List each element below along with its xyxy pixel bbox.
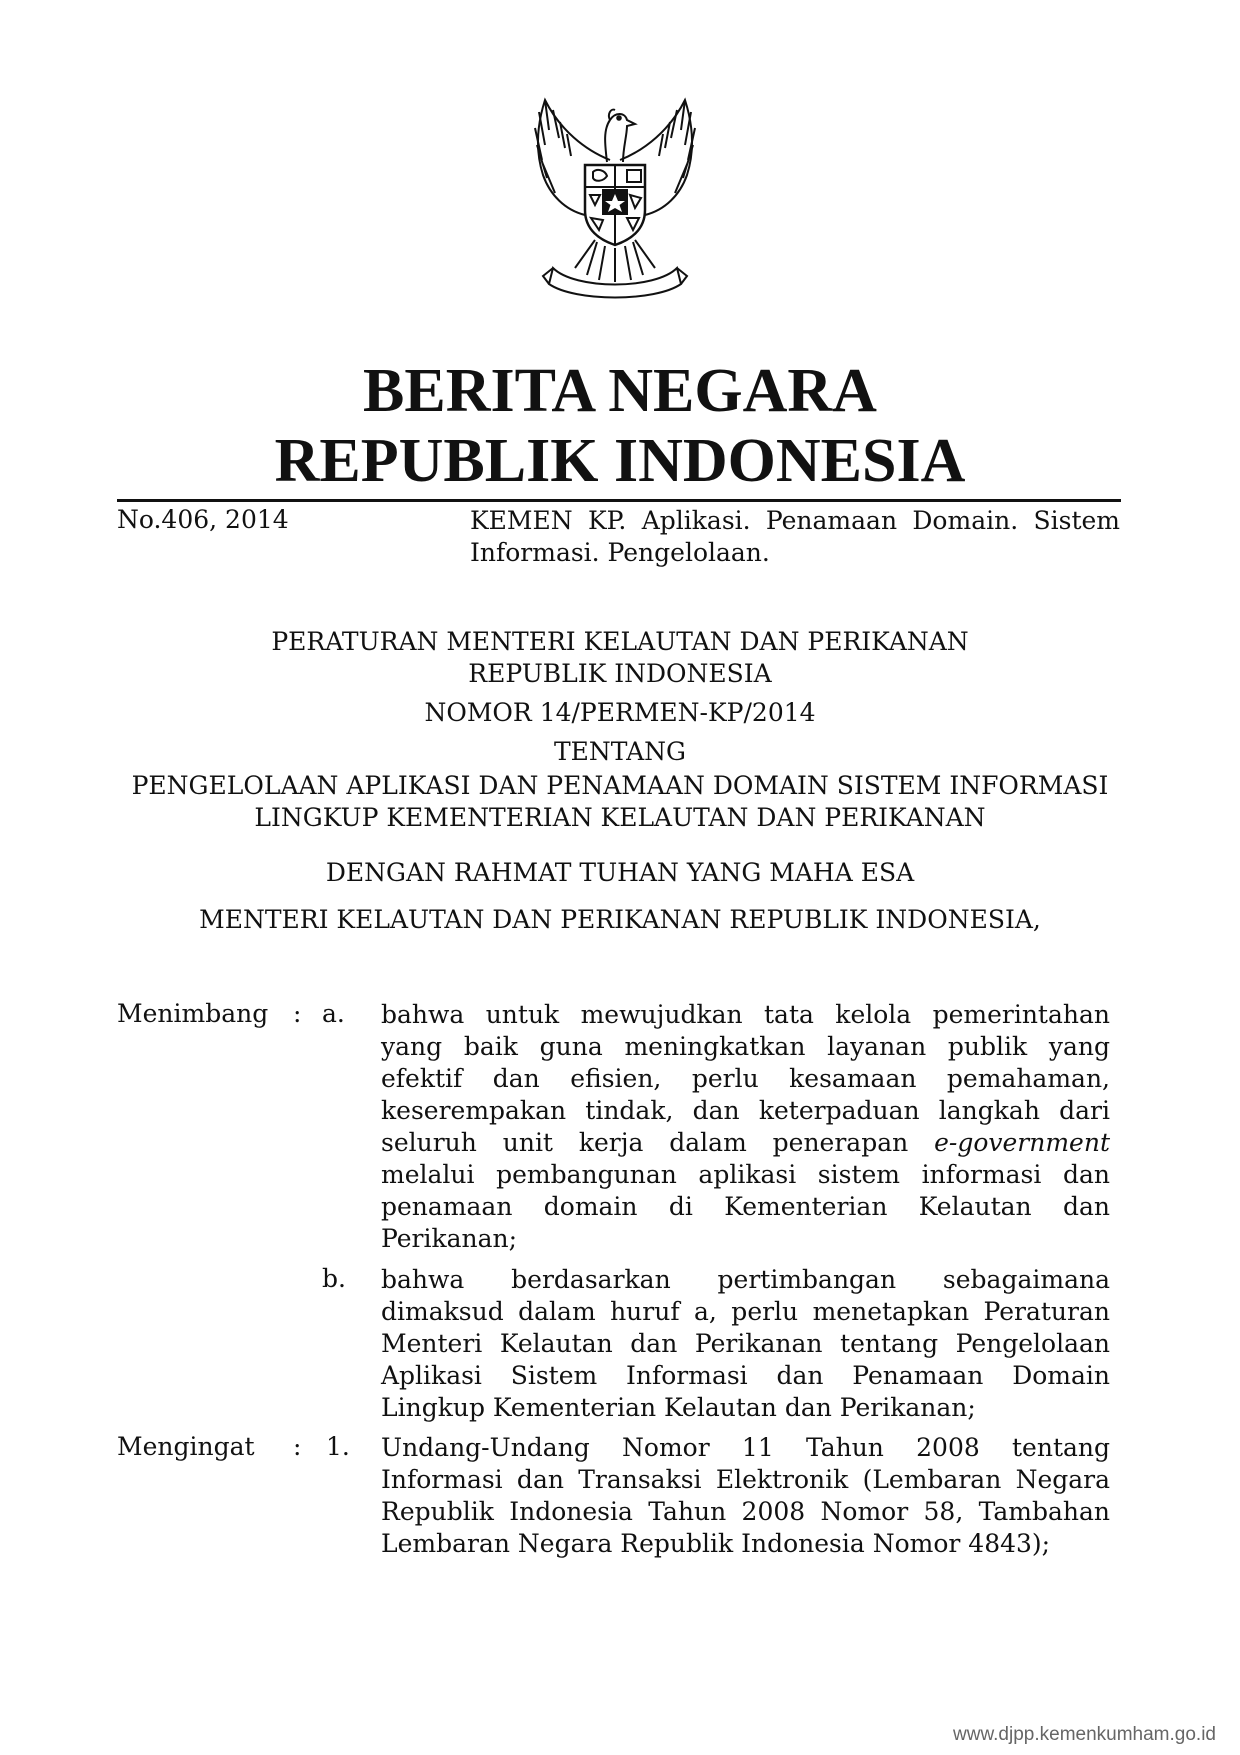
menimbang-b-text: bahwa berdasarkan pertimbangan sebagaimana dimaksud dalam huruf a, perlu menetapkan Peraturan Menteri Kelautan dan Perikanan tentang Pengelolaan Aplikasi Sistem Informasi dan Penamaan Domain Lingkup Kementerian Kelautan dan Perikanan;	[381, 1265, 1110, 1422]
masthead-divider	[117, 499, 1121, 502]
menimbang-label: Menimbang	[117, 999, 269, 1028]
menimbang-a-text-end: melalui pembangunan aplikasi sistem informasi dan penamaan domain di Kementerian Kelautan dan Perikanan;	[381, 1160, 1110, 1253]
invocation: DENGAN RAHMAT TUHAN YANG MAHA ESA	[325, 858, 915, 887]
document-number: No.406, 2014	[117, 505, 289, 534]
garuda-emblem-icon	[515, 90, 715, 305]
menimbang-a-marker: a.	[322, 999, 345, 1028]
regulation-title-line2: LINGKUP KEMENTERIAN KELAUTAN DAN PERIKANAN	[254, 803, 986, 832]
masthead-title: BERITA NEGARA	[363, 357, 877, 425]
mengingat-1-text: Undang-Undang Nomor 11 Tahun 2008 tentang Informasi dan Transaksi Elektronik (Lembaran Negara Republik Indonesia Tahun 2008 Nomor 58, Tambahan Lembaran Negara Republik Indonesia Nomor 4843);	[381, 1433, 1110, 1558]
footer-url: www.djpp.kemenkumham.go.id	[953, 1724, 1216, 1745]
minister-line: MENTERI KELAUTAN DAN PERIKANAN REPUBLIK INDONESIA,	[199, 905, 1041, 934]
regulation-title-line1: PENGELOLAAN APLIKASI DAN PENAMAAN DOMAIN SISTEM INFORMASI	[131, 771, 1109, 800]
mengingat-colon: :	[293, 1432, 302, 1461]
mengingat-label: Mengingat	[117, 1432, 255, 1461]
regulation-tentang: TENTANG	[553, 737, 686, 766]
menimbang-a-text	[381, 999, 1110, 1255]
regulation-heading: PERATURAN MENTERI KELAUTAN DAN PERIKANAN	[271, 627, 969, 656]
masthead-subtitle: REPUBLIK INDONESIA	[274, 427, 966, 495]
regulation-heading-country: REPUBLIK INDONESIA	[468, 659, 772, 688]
mengingat-1-marker: 1.	[326, 1432, 350, 1461]
menimbang-b-marker: b.	[322, 1264, 346, 1293]
menimbang-a-text-start: bahwa untuk mewujudkan tata kelola pemerintahan yang baik guna meningkatkan layanan publik yang efektif dan efisien, perlu kesamaan pemahaman, keserempakan tindak, dan keterpaduan langkah dari seluruh unit kerja dalam penerapan	[381, 1000, 1110, 1157]
menimbang-colon: :	[293, 999, 302, 1028]
menimbang-a-italic-term: e-government	[934, 1128, 1110, 1157]
regulation-number: NOMOR 14/PERMEN-KP/2014	[424, 698, 816, 727]
document-subject: KEMEN KP. Aplikasi. Penamaan Domain. Sistem Informasi. Pengelolaan.	[470, 506, 1120, 567]
